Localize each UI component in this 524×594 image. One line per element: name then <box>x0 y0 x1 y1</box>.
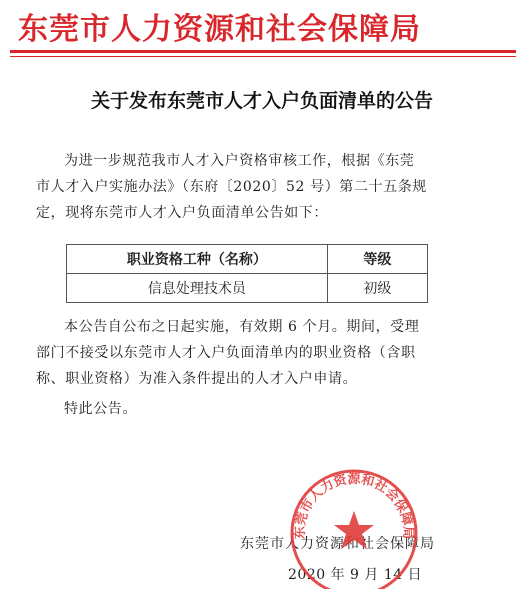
document-title: 关于发布东莞市人才入户负面清单的公告 <box>90 90 433 112</box>
seal-text: 东莞市人力资源和社会保障局 <box>292 472 416 540</box>
body-line-2: 部门不接受以东莞市人才入户负面清单内的职业资格（含职 <box>36 345 416 361</box>
intro-paragraph <box>36 148 506 226</box>
closing-paragraph <box>36 396 506 422</box>
negative-list-table <box>66 244 428 303</box>
letterhead-rule-thin <box>10 56 516 57</box>
body-line-3: 称、职业资格）为准入条件提出的人才入户申请。 <box>36 371 358 387</box>
intro-line-1: 为进一步规范我市人才入户资格审核工作，根据《东莞 <box>64 153 415 169</box>
official-seal-stamp <box>276 463 432 589</box>
body-paragraph <box>36 314 506 392</box>
table-header-occupation: 职业资格工种（名称） <box>67 245 328 274</box>
letterhead-rule-thick <box>10 50 516 53</box>
letterhead-org-name: 东莞市人力资源和社会保障局 <box>18 12 421 47</box>
signature-org: 东莞市人力资源和社会保障局 <box>240 536 435 552</box>
table-header-level: 等级 <box>327 245 427 274</box>
table-row <box>67 274 428 303</box>
star-icon <box>334 511 374 549</box>
table-cell-occupation: 信息处理技术员 <box>67 274 328 303</box>
table-cell-level: 初级 <box>327 274 427 303</box>
intro-line-3: 定，现将东莞市人才入户负面清单公告如下： <box>36 205 328 221</box>
body-line-1: 本公告自公布之日起实施，有效期 6 个月。期间，受理 <box>64 319 420 335</box>
signature-date: 2020 年 9 月 14 日 <box>288 567 423 583</box>
intro-line-2: 市人才入户实施办法》（东府〔2020〕52 号）第二十五条规 <box>36 179 427 195</box>
closing-text: 特此公告。 <box>64 401 137 417</box>
table-header-row <box>67 245 428 274</box>
